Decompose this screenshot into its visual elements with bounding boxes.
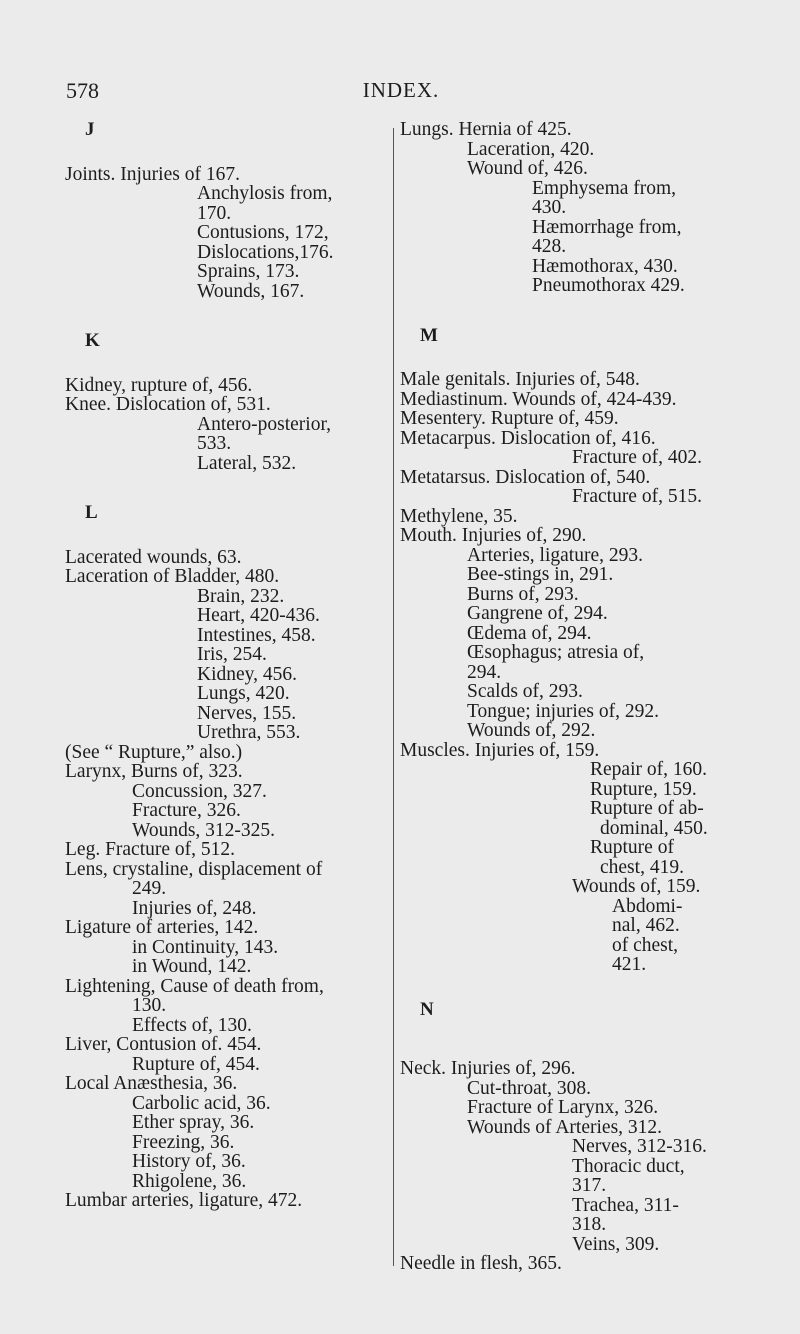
index-subentry: 130.: [132, 995, 167, 1016]
index-subentry: Fracture, 326.: [132, 800, 241, 821]
index-subentry: Rupture of, 454.: [132, 1053, 260, 1075]
index-subentry: Pneumothorax 429.: [532, 275, 685, 296]
index-subentry: nal, 462.: [612, 915, 680, 936]
index-subentry: History of, 36.: [132, 1151, 246, 1172]
index-subentry: Brain, 232.: [197, 585, 285, 607]
running-title: INDEX.: [362, 78, 440, 102]
index-subentry: chest, 419.: [600, 856, 684, 878]
index-entry: Lens, crystaline, displacement of: [65, 858, 323, 880]
index-subentry: Kidney, 456.: [197, 663, 298, 685]
index-entry: Male genitals. Injuries of, 548.: [400, 369, 640, 390]
index-subentry: Laceration, 420.: [467, 138, 595, 160]
index-subentry: Wounds, 167.: [197, 280, 305, 302]
index-entry: Neck. Injuries of, 296.: [400, 1058, 576, 1079]
index-entry: Metatarsus. Dislocation of, 540.: [400, 466, 651, 488]
index-subentry: Rupture, 159.: [590, 778, 697, 800]
index-entry: Mediastinum. Wounds of, 424-439.: [400, 388, 677, 410]
index-subentry: Ether spray, 36.: [132, 1112, 255, 1133]
section-letter-l: L: [85, 502, 98, 523]
index-entry: Methylene, 35.: [400, 505, 518, 527]
index-subentry: Antero-posterior,: [197, 413, 332, 435]
index-subentry: Tongue; injuries of, 292.: [467, 700, 659, 722]
index-subentry: Wounds of, 292.: [467, 720, 596, 741]
index-entry: Muscles. Injuries of, 159.: [400, 739, 600, 761]
index-subentry: Intestines, 458.: [197, 624, 316, 646]
index-subentry: Rupture of: [590, 837, 674, 858]
index-entry: (See “ Rupture,” also.): [65, 741, 243, 763]
index-entry: Local Anæsthesia, 36.: [65, 1073, 238, 1094]
index-subentry: Nerves, 155.: [197, 702, 297, 724]
index-subentry: in Wound, 142.: [132, 956, 252, 977]
index-entry: Lightening, Cause of death from,: [65, 975, 324, 997]
index-subentry: 430.: [532, 197, 567, 218]
index-entry: Lungs. Hernia of 425.: [400, 119, 572, 140]
index-subentry: Dislocations,176.: [197, 241, 334, 263]
index-subentry: Concussion, 327.: [132, 780, 267, 802]
index-subentry: Carbolic acid, 36.: [132, 1092, 271, 1114]
index-entry: Joints. Injuries of 167.: [65, 163, 240, 185]
index-entry: Larynx, Burns of, 323.: [65, 761, 243, 782]
index-subentry: Wounds of Arteries, 312.: [467, 1116, 663, 1138]
index-subentry: Wounds of, 159.: [572, 876, 701, 897]
index-subentry: 294.: [467, 661, 502, 683]
index-subentry: Freezing, 36.: [132, 1131, 235, 1153]
index-subentry: Fracture of, 515.: [572, 486, 702, 507]
index-subentry: Repair of, 160.: [590, 759, 707, 780]
index-subentry: 318.: [572, 1214, 607, 1235]
page-number: 578: [66, 78, 99, 103]
index-entry: Liver, Contusion of. 454.: [65, 1034, 262, 1055]
index-entry: Laceration of Bladder, 480.: [65, 566, 280, 587]
index-subentry: Injuries of, 248.: [132, 897, 257, 919]
index-subentry: Anchylosis from,: [197, 183, 333, 204]
section-letter-j: J: [85, 119, 95, 140]
index-subentry: Œdema of, 294.: [467, 622, 592, 644]
index-subentry: Lungs, 420.: [197, 683, 290, 704]
index-subentry: Œsophagus; atresia of,: [467, 642, 645, 663]
index-subentry: Fracture of, 402.: [572, 447, 702, 468]
index-subentry: Hæmorrhage from,: [532, 216, 682, 238]
index-subentry: Contusions, 172,: [197, 222, 329, 243]
right-column: [400, 120, 740, 1274]
section-letter-k: K: [85, 330, 100, 351]
index-subentry: 421.: [612, 954, 647, 975]
index-subentry: Rupture of ab-: [590, 798, 704, 819]
index-subentry: Arteries, ligature, 293.: [467, 544, 643, 566]
index-subentry: Abdomi-: [612, 895, 683, 917]
index-entry: Leg. Fracture of, 512.: [65, 839, 236, 860]
left-column: [65, 120, 395, 1211]
index-subentry: Bee-stings in, 291.: [467, 564, 614, 585]
index-subentry: Fracture of Larynx, 326.: [467, 1097, 659, 1118]
index-subentry: Cut-throat, 308.: [467, 1077, 592, 1099]
index-subentry: Gangrene of, 294.: [467, 603, 608, 624]
section-letter-m: M: [420, 324, 438, 346]
index-subentry: Veins, 309.: [572, 1233, 660, 1255]
index-subentry: of chest,: [612, 934, 679, 956]
index-subentry: Sprains, 173.: [197, 261, 300, 282]
index-subentry: 317.: [572, 1175, 607, 1196]
index-subentry: Heart, 420-436.: [197, 605, 320, 626]
index-subentry: Trachea, 311-: [572, 1194, 679, 1216]
index-subentry: Thoracic duct,: [572, 1155, 685, 1177]
index-subentry: Burns of, 293.: [467, 583, 579, 605]
index-subentry: 428.: [532, 236, 567, 257]
index-subentry: Iris, 254.: [197, 644, 267, 665]
index-subentry: Urethra, 553.: [197, 722, 301, 743]
index-entry: Mesentery. Rupture of, 459.: [400, 408, 619, 429]
index-entry: Lacerated wounds, 63.: [65, 546, 242, 568]
index-subentry: Effects of, 130.: [132, 1014, 252, 1036]
index-subentry: Nerves, 312-316.: [572, 1136, 707, 1157]
index-subentry: Wounds, 312-325.: [132, 819, 276, 841]
index-entry: Metacarpus. Dislocation of, 416.: [400, 427, 656, 449]
index-subentry: 170.: [197, 202, 232, 224]
index-subentry: in Continuity, 143.: [132, 936, 279, 958]
index-entry: Mouth. Injuries of, 290.: [400, 525, 587, 546]
index-subentry: 249.: [132, 878, 167, 899]
index-subentry: Rhigolene, 36.: [132, 1170, 247, 1192]
section-letter-n: N: [420, 998, 434, 1020]
index-entry: Lumbar arteries, ligature, 472.: [65, 1190, 303, 1211]
index-entry: Needle in flesh, 365.: [400, 1253, 562, 1274]
index-subentry: dominal, 450.: [600, 817, 708, 839]
index-subentry: Lateral, 532.: [197, 452, 297, 474]
index-subentry: Hæmothorax, 430.: [532, 255, 678, 277]
index-subentry: Scalds of, 293.: [467, 681, 583, 702]
index-entry: Kidney, rupture of, 456.: [65, 374, 253, 396]
index-subentry: 533.: [197, 433, 232, 454]
index-entry: Knee. Dislocation of, 531.: [65, 394, 271, 415]
index-entry: Ligature of arteries, 142.: [65, 917, 259, 938]
page-header: [66, 78, 736, 108]
index-subentry: Emphysema from,: [532, 177, 677, 199]
index-subentry: Wound of, 426.: [467, 158, 588, 179]
